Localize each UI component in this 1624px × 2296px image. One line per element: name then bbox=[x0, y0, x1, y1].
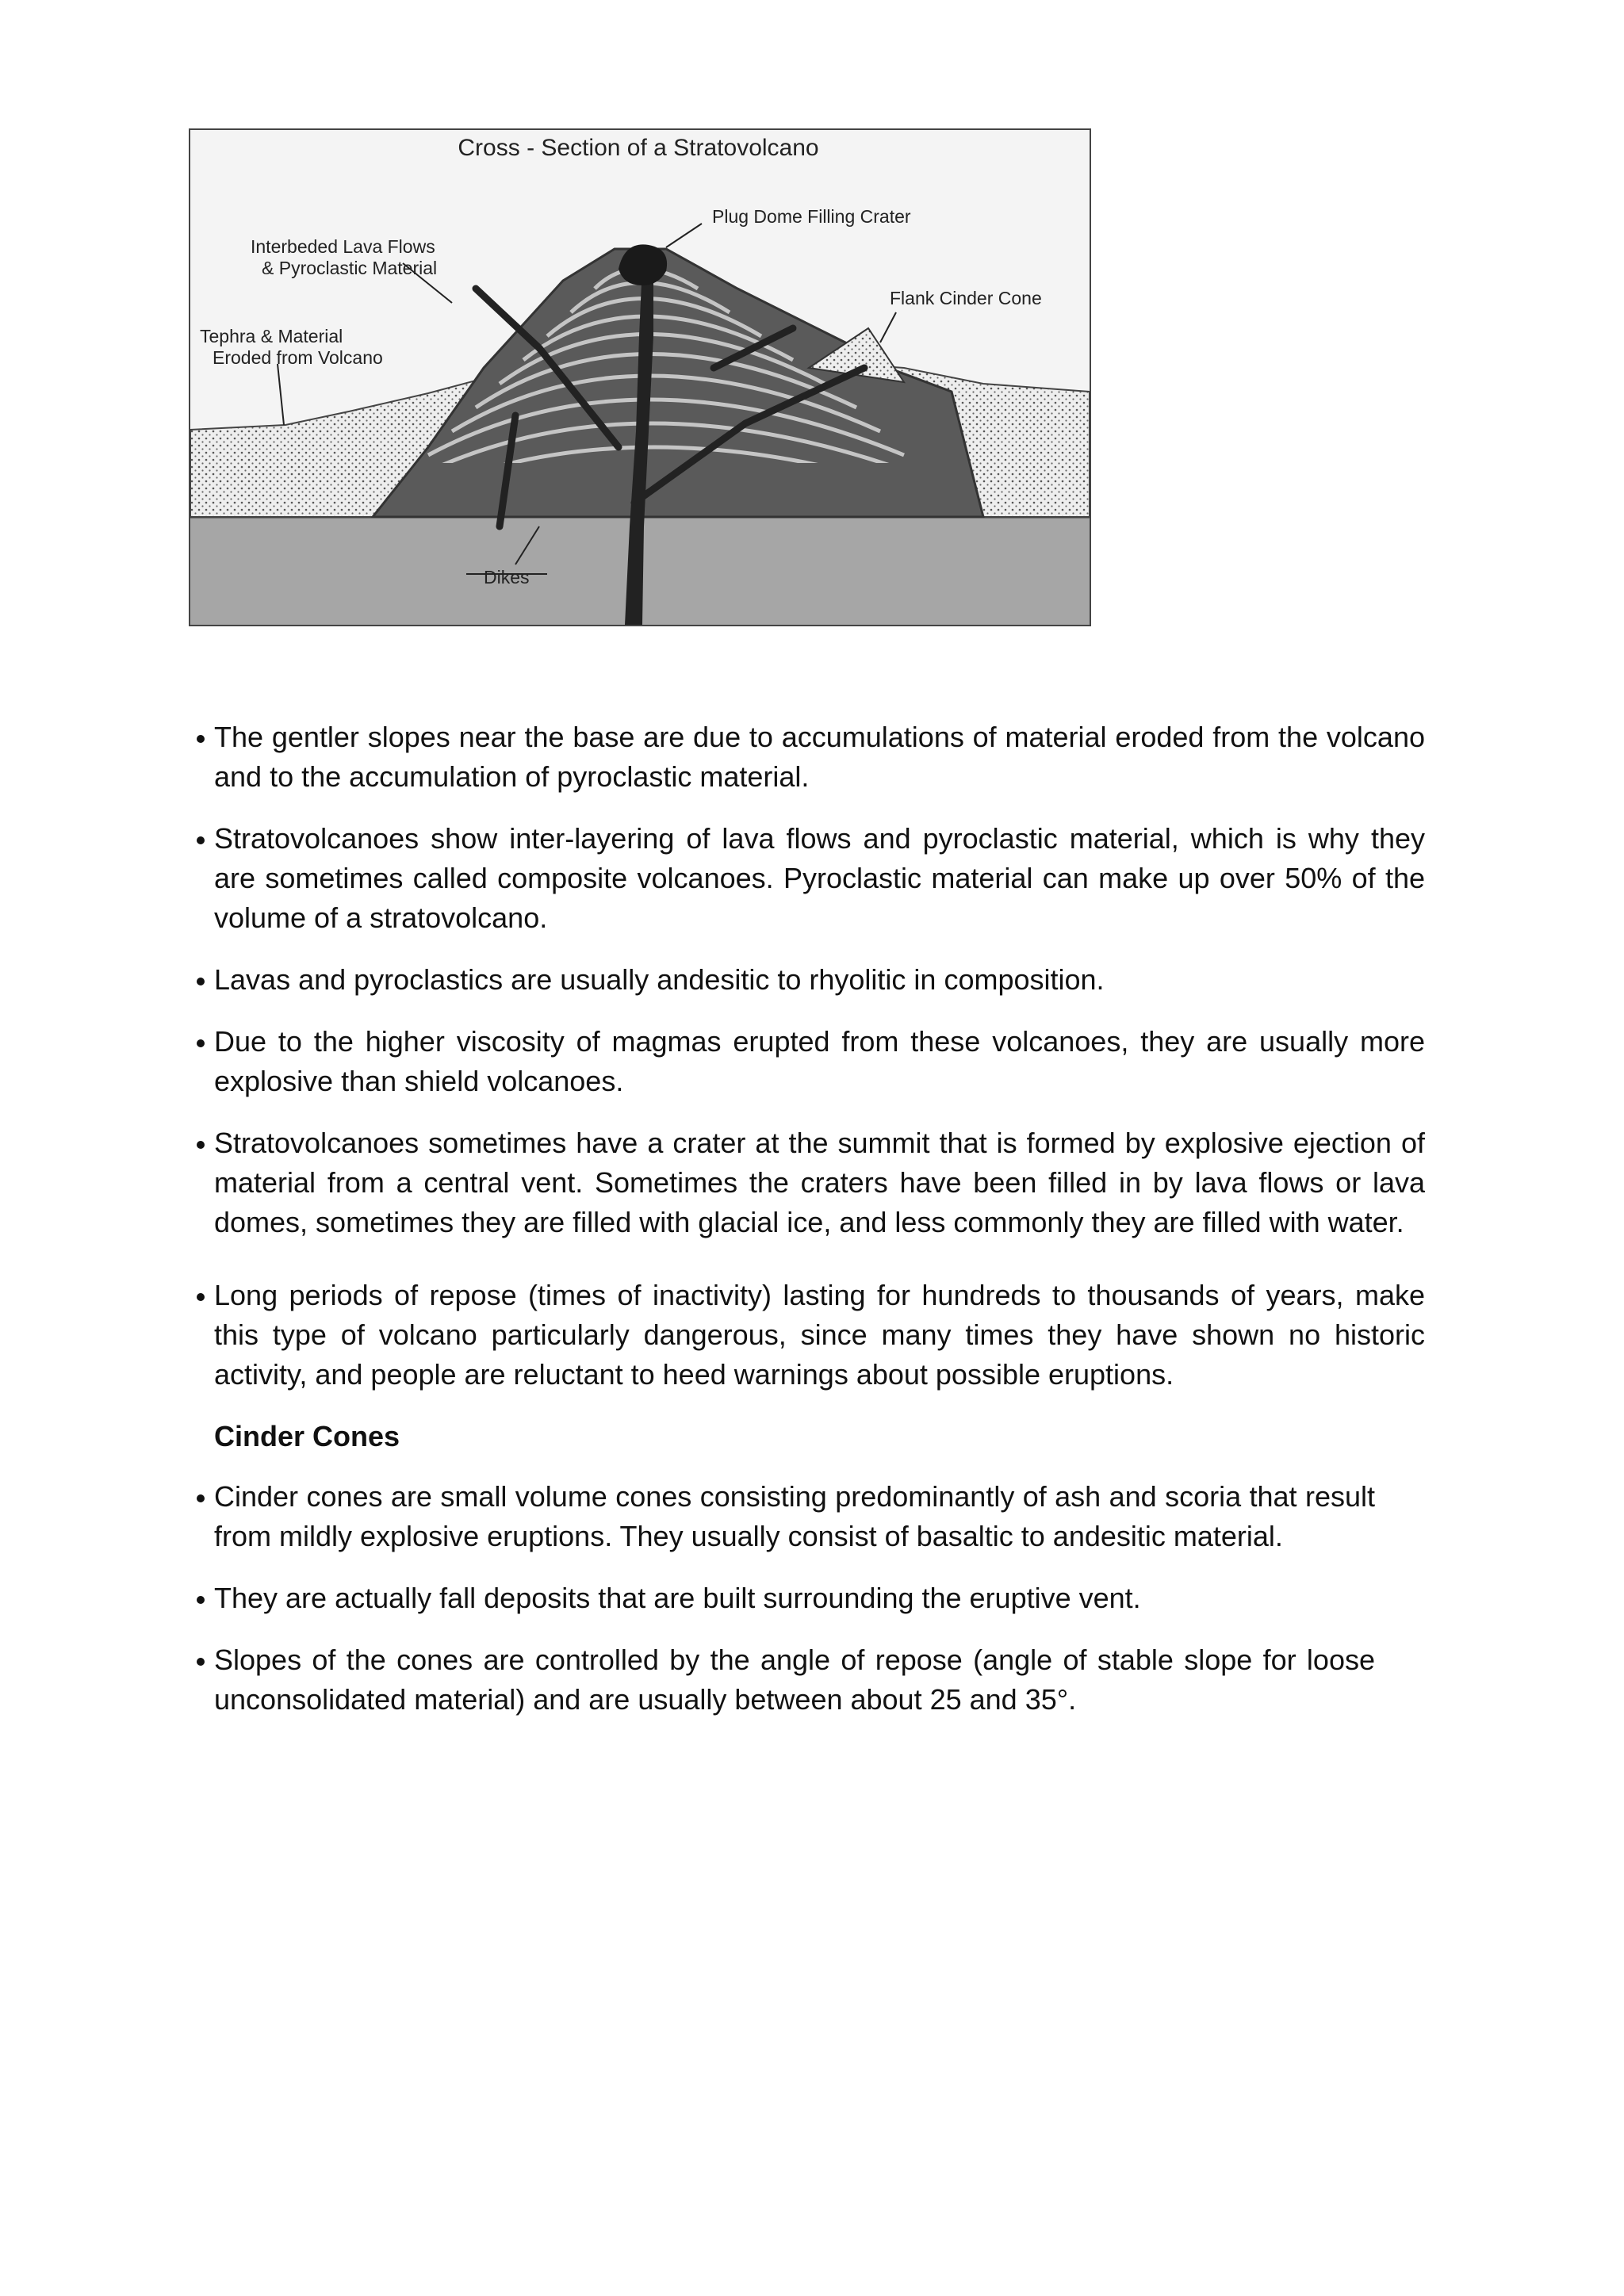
bullet-dot bbox=[197, 836, 205, 844]
label-interbedded-1: Interbeded Lava Flows bbox=[251, 236, 435, 257]
bullet-text: Stratovolcanoes show inter-layering of lava flows and pyroclastic material, which is why they are sometimes called composite volcanoes. Pyroclastic material can make up over 50% of the volume of a stratovolcano. bbox=[214, 822, 1425, 934]
bullet-dot bbox=[197, 1039, 205, 1047]
list-item bbox=[214, 960, 1425, 1000]
stratovolcano-bullet-list bbox=[214, 718, 1425, 1395]
label-tephra-2: Eroded from Volcano bbox=[213, 347, 383, 368]
bullet-dot bbox=[197, 1141, 205, 1149]
bullet-text: Long periods of repose (times of inactivity) lasting for hundreds to thousands of years, make this type of volcano particularly dangerous, since many times they have shown no historic activity, and people are reluctant to heed warnings about possible eruptions. bbox=[214, 1279, 1425, 1391]
bullet-dot bbox=[197, 735, 205, 743]
bullet-text: They are actually fall deposits that are built surrounding the eruptive vent. bbox=[214, 1582, 1141, 1614]
label-flank-cone: Flank Cinder Cone bbox=[890, 288, 1042, 308]
list-item bbox=[214, 1276, 1425, 1395]
bullet-text: Stratovolcanoes sometimes have a crater at the summit that is formed by explosive ejection of material from a central vent. Sometimes the craters have been filled in by lava flows or lava domes, sometimes they are filled with glacial ice, and less commonly they are filled with water. bbox=[214, 1127, 1425, 1238]
bullet-text: Lavas and pyroclastics are usually andesitic to rhyolitic in composition. bbox=[214, 963, 1105, 996]
document-body bbox=[214, 718, 1499, 1742]
bullet-dot bbox=[197, 1494, 205, 1502]
list-item bbox=[214, 819, 1425, 938]
stratovolcano-diagram bbox=[190, 130, 1090, 625]
list-item bbox=[214, 1022, 1425, 1101]
bullet-dot bbox=[197, 1658, 205, 1666]
bullet-text: The gentler slopes near the base are due to accumulations of material eroded from the volcano and to the accumulation of pyroclastic material. bbox=[214, 721, 1425, 793]
label-dikes: Dikes bbox=[484, 567, 530, 587]
label-plug-dome: Plug Dome Filling Crater bbox=[712, 206, 911, 227]
figure-title: Cross - Section of a Stratovolcano bbox=[458, 135, 819, 161]
list-item bbox=[214, 1477, 1375, 1556]
section-heading-cinder-cones: Cinder Cones bbox=[214, 1420, 400, 1452]
bullet-dot bbox=[197, 1293, 205, 1301]
bullet-text: Due to the higher viscosity of magmas erupted from these volcanoes, they are usually more explosive than shield volcanoes. bbox=[214, 1025, 1425, 1097]
bullet-text: Cinder cones are small volume cones consisting predominantly of ash and scoria that result from mildly explosive eruptions. They usually consist of basaltic to andesitic material. bbox=[214, 1480, 1375, 1552]
list-item bbox=[214, 1123, 1425, 1242]
list-item bbox=[214, 718, 1425, 797]
label-tephra-1: Tephra & Material bbox=[200, 326, 343, 346]
label-interbedded-2: & Pyroclastic Material bbox=[262, 258, 438, 278]
list-item bbox=[214, 1578, 1375, 1618]
cinder-cone-bullet-list bbox=[214, 1477, 1375, 1720]
bullet-dot bbox=[197, 1596, 205, 1604]
list-item bbox=[214, 1640, 1375, 1720]
bullet-text: Slopes of the cones are controlled by the angle of repose (angle of stable slope for loose unconsolidated material) and are usually between about 25 and 35°. bbox=[214, 1644, 1375, 1716]
bullet-dot bbox=[197, 978, 205, 985]
stratovolcano-cross-section-figure bbox=[189, 128, 1091, 626]
